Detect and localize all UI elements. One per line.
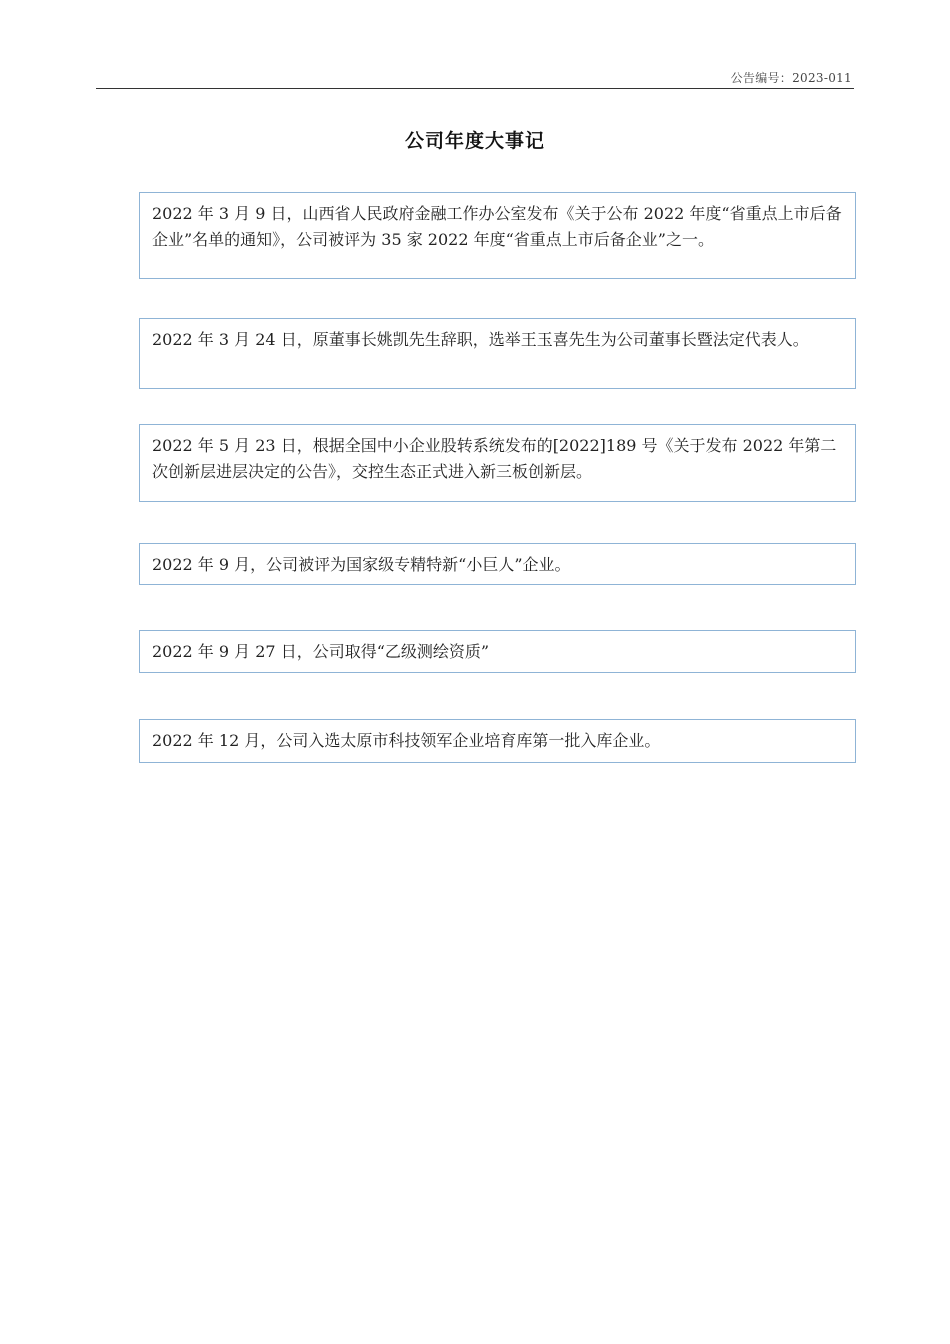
event-item: 2022 年 9 月 27 日，公司取得“乙级测绘资质” (139, 630, 856, 673)
event-item: 2022 年 5 月 23 日，根据全国中小企业股转系统发布的[2022]189 号《关于发布 2022 年第二次创新层进层决定的公告》，交控生态正式进入新三板创新层。 (139, 424, 856, 502)
event-item: 2022 年 9 月，公司被评为国家级专精特新“小巨人”企业。 (139, 543, 856, 585)
page-title: 公司年度大事记 (404, 130, 545, 152)
event-item: 2022 年 3 月 9 日，山西省人民政府金融工作办公室发布《关于公布 2022 年度“省重点上市后备企业”名单的通知》，公司被评为 35 家 2022 年度“省重点上市后备企业”之一。 (139, 192, 856, 279)
event-item: 2022 年 12 月，公司入选太原市科技领军企业培育库第一批入库企业。 (139, 719, 856, 763)
event-item: 2022 年 3 月 24 日，原董事长姚凯先生辞职，选举王玉喜先生为公司董事长暨法定代表人。 (139, 318, 856, 389)
doc-number: 公告编号：2023-011 (730, 71, 852, 85)
page-header (96, 62, 854, 89)
